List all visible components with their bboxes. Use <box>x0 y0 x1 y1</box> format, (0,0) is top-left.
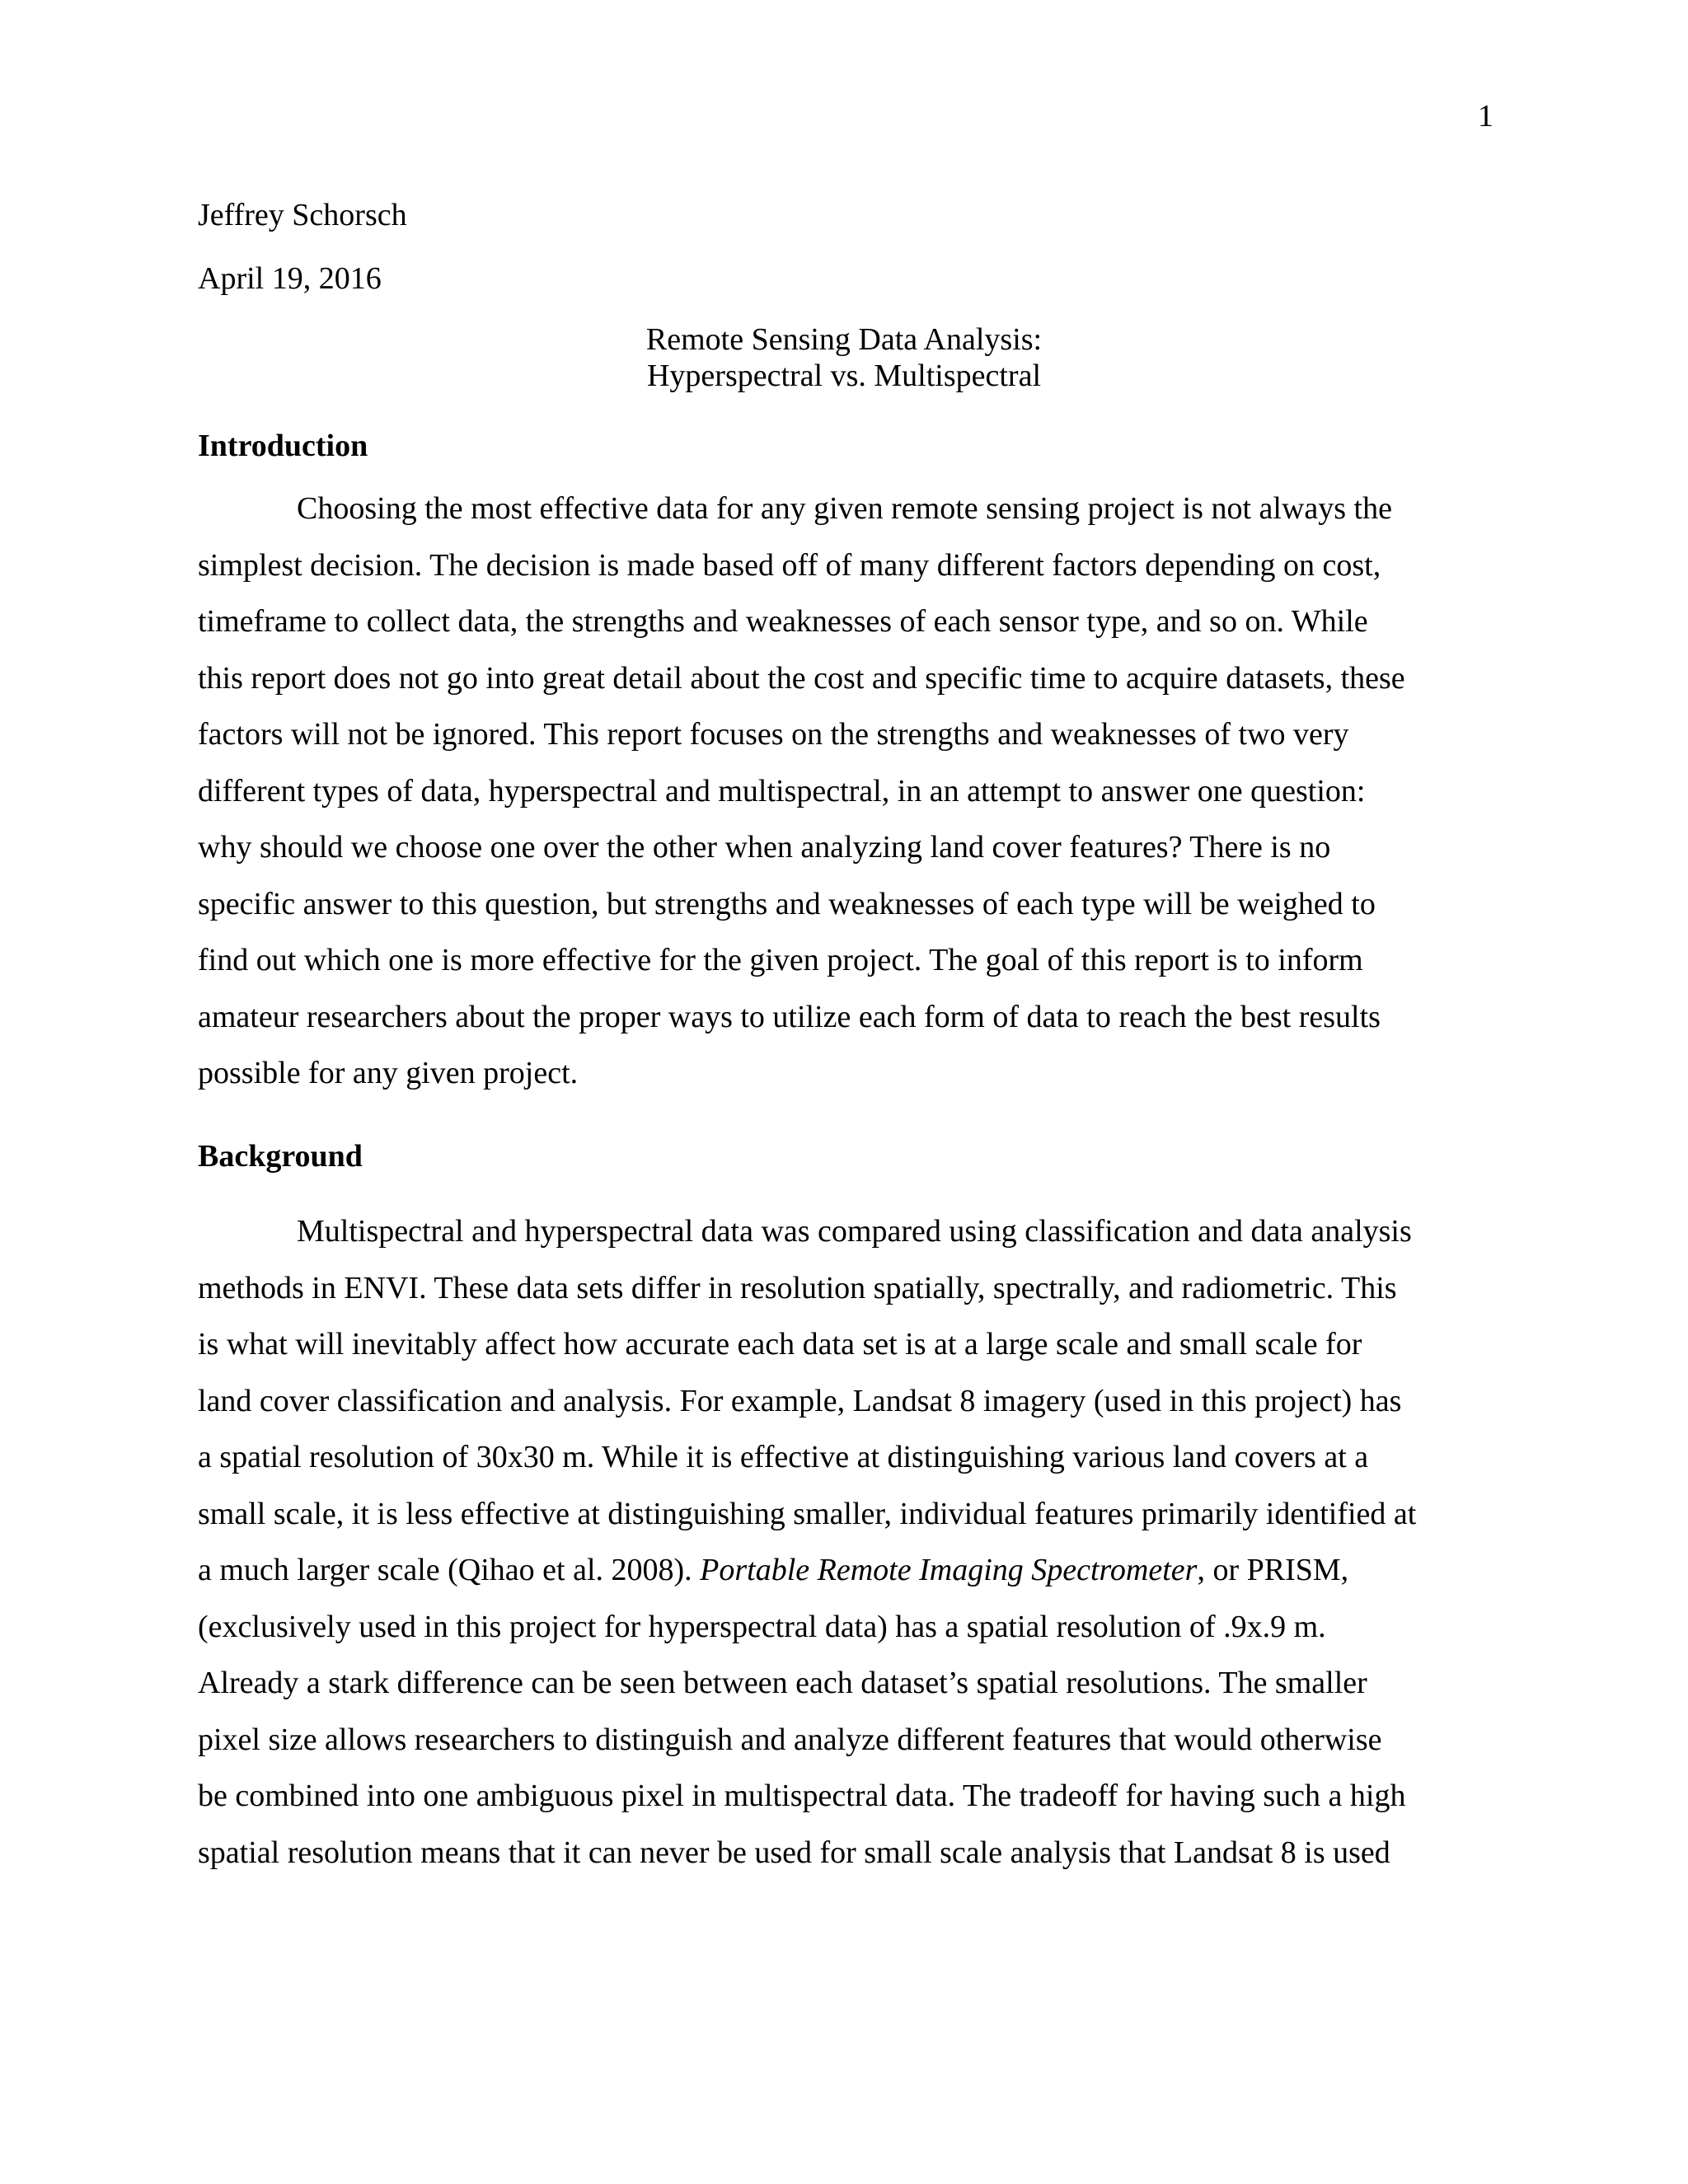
paragraph-line: different types of data, hyperspectral and multispectral, in an attempt to answer one question: <box>198 773 1366 808</box>
paragraph-line: pixel size allows researchers to distinguish and analyze different features that would otherwise <box>198 1722 1382 1757</box>
paragraph-line: Already a stark difference can be seen between each dataset’s spatial resolutions. The smaller <box>198 1666 1367 1700</box>
author-name: Jeffrey Schorsch <box>198 198 407 232</box>
title-line-1: Remote Sensing Data Analysis: <box>645 322 1043 357</box>
line-text-prefix: a much larger scale (Qihao et al. 2008). <box>198 1553 701 1587</box>
paragraph-line: find out which one is more effective for the given project. The goal of this report is to inform <box>198 943 1363 977</box>
paragraph-line: land cover classification and analysis. For example, Landsat 8 imagery (used in this project) has <box>198 1383 1402 1418</box>
introduction-heading: Introduction <box>198 429 368 463</box>
line-text-suffix: , or PRISM, <box>1197 1553 1349 1587</box>
italic-title-reference: Portable Remote Imaging Spectrometer <box>700 1553 1198 1587</box>
paragraph-line: specific answer to this question, but strengths and weaknesses of each type will be weighed to <box>198 886 1376 921</box>
background-paragraph <box>198 1203 1500 1881</box>
paragraph-line: is what will inevitably affect how accurate each data set is at a large scale and small scale for <box>198 1327 1362 1361</box>
paragraph-line: be combined into one ambiguous pixel in multispectral data. The tradeoff for having such a high <box>198 1779 1406 1813</box>
paragraph-line: Multispectral and hyperspectral data was compared using classification and data analysis <box>297 1214 1412 1249</box>
paragraph-line: why should we choose one over the other when analyzing land cover features? There is no <box>198 830 1331 865</box>
paragraph-line: factors will not be ignored. This report focuses on the strengths and weaknesses of two very <box>198 717 1349 752</box>
paragraph-line: this report does not go into great detail about the cost and specific time to acquire datasets, these <box>198 660 1405 696</box>
paragraph-line: small scale, it is less effective at distinguishing smaller, individual features primarily identified at <box>198 1496 1417 1531</box>
paragraph-line: a spatial resolution of 30x30 m. While it is effective at distinguishing various land covers at a <box>198 1440 1369 1474</box>
paragraph-line-with-italic <box>198 1542 1500 1599</box>
paragraph-line: simplest decision. The decision is made based off of many different factors depending on cost, <box>198 547 1381 583</box>
paragraph-line: spatial resolution means that it can never be used for small scale analysis that Landsat 8 is used <box>198 1835 1390 1870</box>
title-line-2: Hyperspectral vs. Multispectral <box>646 359 1042 393</box>
page-number: 1 <box>1478 99 1493 134</box>
paragraph-line: possible for any given project. <box>198 1056 579 1090</box>
introduction-paragraph <box>198 480 1500 1102</box>
document-title <box>0 321 1688 394</box>
paragraph-line: methods in ENVI. These data sets differ in resolution spatially, spectrally, and radiometric. This <box>198 1270 1397 1305</box>
paragraph-line: amateur researchers about the proper ways to utilize each form of data to reach the best results <box>198 999 1381 1034</box>
document-date: April 19, 2016 <box>198 261 382 296</box>
paragraph-line: Choosing the most effective data for any given remote sensing project is not always the <box>297 491 1392 526</box>
paragraph-line: (exclusively used in this project for hyperspectral data) has a spatial resolution of .9x.9 m. <box>198 1609 1326 1644</box>
background-heading: Background <box>198 1139 363 1174</box>
paragraph-line: timeframe to collect data, the strengths and weaknesses of each sensor type, and so on. While <box>198 604 1368 639</box>
